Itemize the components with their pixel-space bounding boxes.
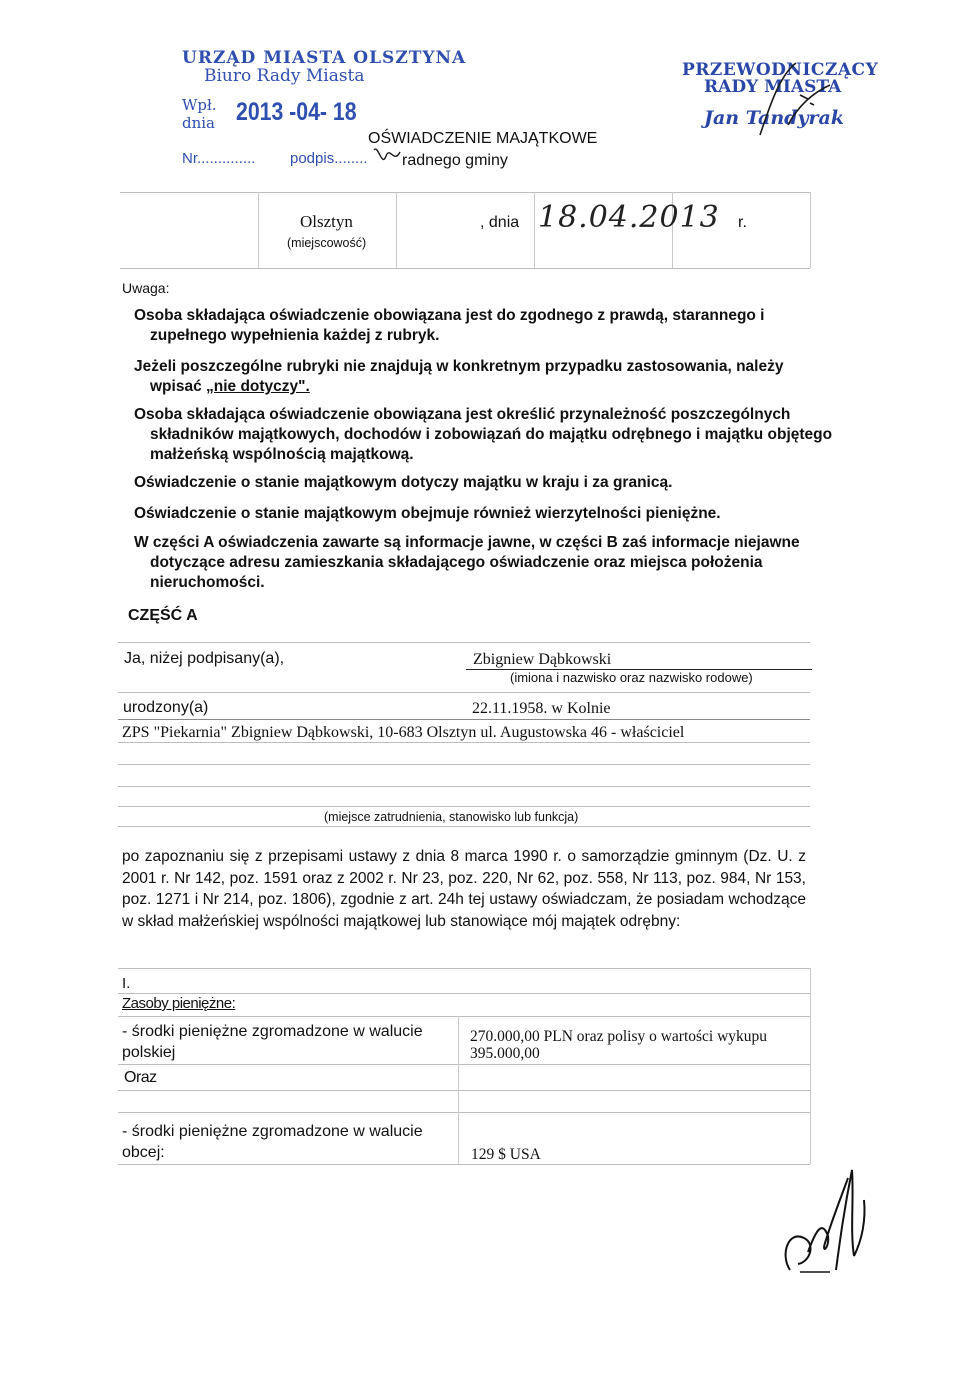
uwaga-p6-text: W części A oświadczenia zawarte są informacje jawne, w części B zaś informacje niejawne dotyczące adresu zamieszkania składającego oświadczenie oraz miejsca położenia nieruchomości. bbox=[134, 534, 800, 591]
uwaga-paragraph-1 bbox=[134, 306, 830, 346]
stamp-dept-name: Biuro Rady Miasta bbox=[204, 66, 365, 86]
document-subtitle: radnego gminy bbox=[402, 152, 508, 169]
place-value: Olsztyn bbox=[300, 212, 353, 231]
stamp-office-name: URZĄD MIASTA OLSZTYNA bbox=[182, 48, 467, 68]
date-label: , dnia bbox=[480, 214, 520, 231]
uwaga-paragraph-3 bbox=[134, 405, 840, 465]
uwaga-paragraph-2 bbox=[134, 357, 830, 397]
uwaga-p2-nie-dotyczy: „nie dotyczy". bbox=[206, 378, 310, 395]
uwaga-p4-text: Oświadczenie o stanie majątkowym dotyczy majątku w kraju i za granicą. bbox=[134, 474, 673, 491]
uwaga-p3-text: Osoba składająca oświadczenie obowiązana jest określić przynależność poszczególnych składników majątkowych, dochodów i zobowiązań do majątku odrębnego i majątku objętego małżeńską wspólnością majątkową. bbox=[134, 406, 833, 463]
date-suffix: r. bbox=[738, 214, 747, 231]
chair-name: Jan Tandyrak bbox=[704, 107, 844, 129]
stamp-dnia-label: dnia bbox=[182, 114, 216, 132]
foreign-value: 129 $ USA bbox=[471, 1146, 541, 1163]
law-paragraph bbox=[122, 846, 806, 932]
chair-title-1: PRZEWODNICZĄCY bbox=[682, 60, 879, 80]
employment-value: ZPS "Piekarnia" Zbigniew Dąbkowski, 10-683 Olsztyn ul. Augustowska 46 - właściciel bbox=[122, 724, 685, 741]
section-1-title: Zasoby pieniężne: bbox=[122, 995, 236, 1012]
ja-label: Ja, niżej podpisany(a), bbox=[124, 650, 285, 667]
born-label: urodzony(a) bbox=[123, 699, 209, 716]
stamp-podpis-label: podpis........ bbox=[290, 150, 368, 167]
date-value: 18.04.2013 bbox=[538, 200, 720, 235]
declarant-name-note: (imiona i nazwisko oraz nazwisko rodowe) bbox=[510, 670, 753, 685]
section-1-roman: I. bbox=[122, 975, 131, 992]
pln-label-text: - środki pieniężne zgromadzone w walucie polskiej bbox=[122, 1023, 423, 1061]
uwaga-paragraph-5 bbox=[134, 504, 824, 524]
pln-value-2: 395.000,00 bbox=[470, 1045, 540, 1062]
chair-title-2: RADY MIASTA bbox=[704, 77, 842, 97]
uwaga-label: Uwaga: bbox=[122, 280, 170, 296]
oraz-label: Oraz bbox=[124, 1069, 157, 1086]
chair-signature bbox=[700, 55, 840, 145]
pln-label bbox=[122, 1021, 452, 1063]
law-text: po zapoznaniu się z przepisami ustawy z dnia 8 marca 1990 r. o samorządzie gminnym (Dz. U. z 2001 r. Nr 142, poz. 1591 oraz z 2002 r. Nr 23, poz. 220, Nr 62, poz. 558, Nr 113, poz. 984, Nr 153, poz. 1271 i Nr 214, poz. 1806), zgodnie z art. 24h tej ustawy oświadczam, że posiadam wchodzące w skład małżeńskiej wspólności majątkowej lub stanowiące mój majątek odrębny: bbox=[122, 848, 806, 930]
place-label: (miejscowość) bbox=[287, 236, 367, 250]
uwaga-paragraph-4 bbox=[134, 473, 824, 493]
born-value: 22.11.1958. w Kolnie bbox=[472, 700, 611, 717]
uwaga-p5-text: Oświadczenie o stanie majątkowym obejmuje również wierzytelności pieniężne. bbox=[134, 505, 721, 522]
uwaga-p2-text: Jeżeli poszczególne rubryki nie znajdują w konkretnym przypadku zastosowania, należy wpisać bbox=[134, 358, 784, 395]
declarant-signature bbox=[770, 1160, 890, 1300]
declarant-name: Zbigniew Dąbkowski bbox=[473, 651, 612, 668]
uwaga-p1-text: Osoba składająca oświadczenie obowiązana jest do zgodnego z prawdą, starannego i zupełnego wypełnienia każdej z rubryk. bbox=[134, 307, 765, 344]
document-title: OŚWIADCZENIE MAJĄTKOWE bbox=[368, 130, 598, 147]
stamp-date: 2013 -04- 18 bbox=[236, 98, 357, 126]
stamp-nr-label: Nr.............. bbox=[182, 150, 256, 167]
employment-note: (miejsce zatrudnienia, stanowisko lub funkcja) bbox=[324, 810, 579, 824]
foreign-label bbox=[122, 1121, 452, 1163]
uwaga-paragraph-6 bbox=[134, 533, 810, 593]
initials-scribble bbox=[368, 140, 408, 176]
office-stamp bbox=[182, 48, 466, 86]
stamp-wpl-label: Wpł. bbox=[182, 96, 217, 114]
foreign-label-text: - środki pieniężne zgromadzone w walucie obcej: bbox=[122, 1123, 423, 1161]
part-a-heading: CZĘŚĆ A bbox=[128, 607, 198, 624]
pln-value-1: 270.000,00 PLN oraz polisy o wartości wykupu bbox=[470, 1028, 768, 1045]
